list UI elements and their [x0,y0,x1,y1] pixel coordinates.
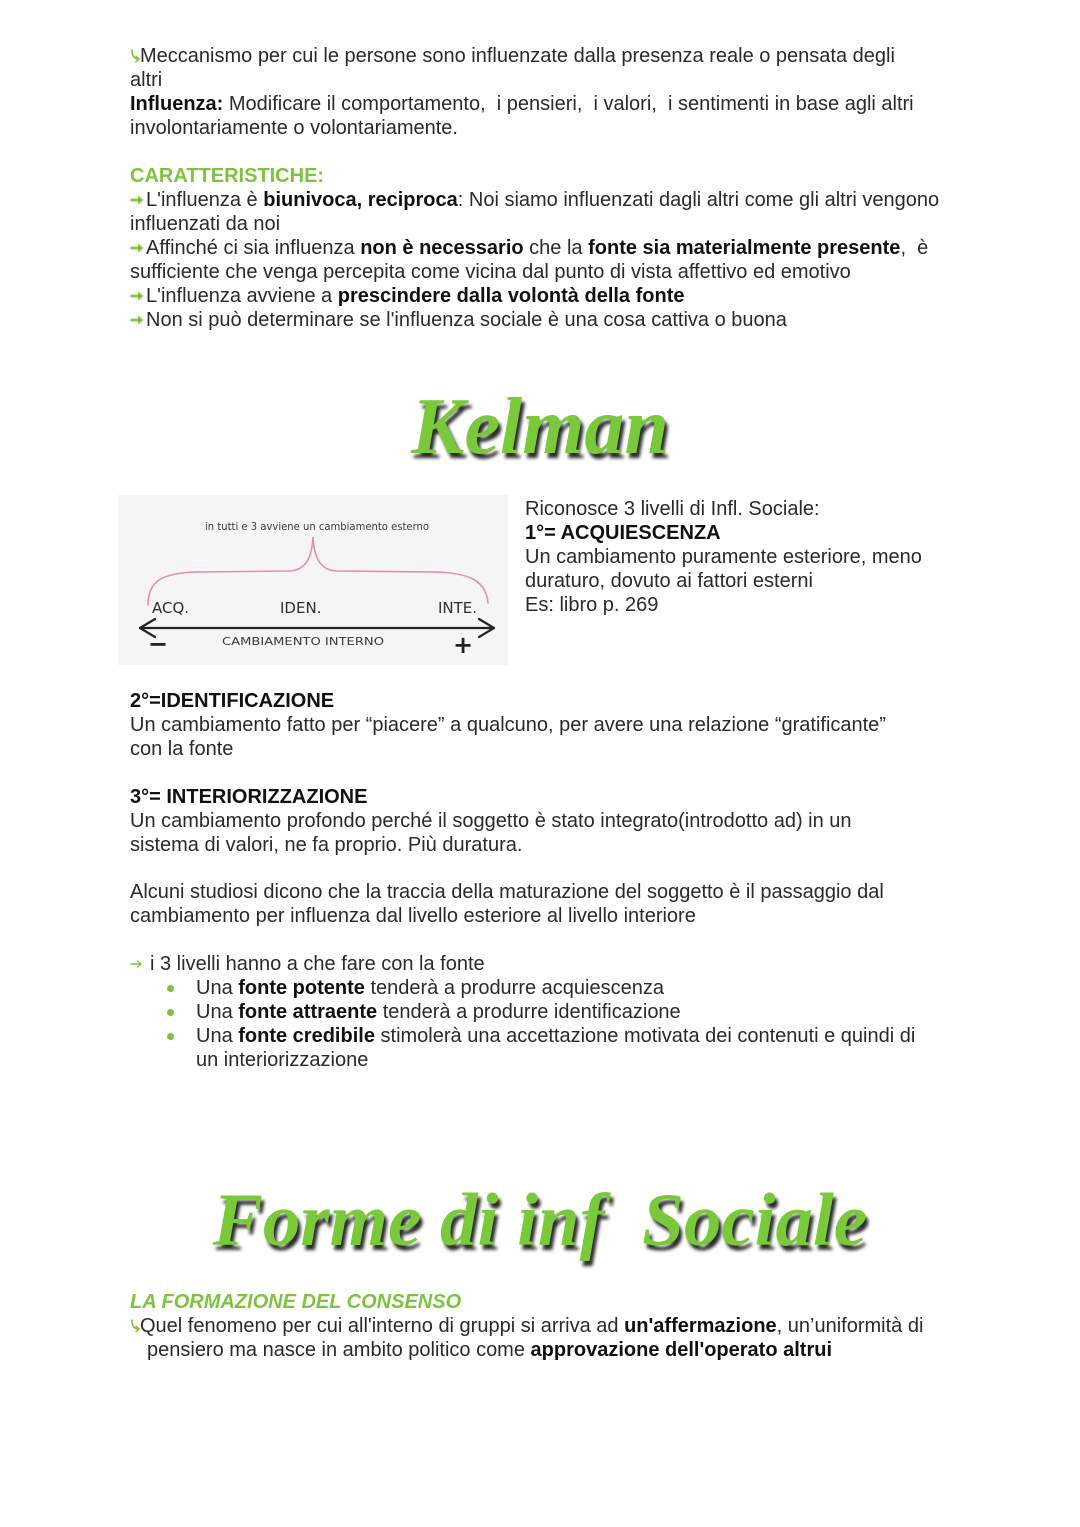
bullet-dot-icon [167,985,174,992]
caratteristica-item-cont [130,212,939,236]
hook-arrow-icon [130,1319,140,1333]
list-item-cont [130,1048,915,1072]
influenza-text: Modificare il comportamento, i pensieri, i valori, i sentimenti in base agli altri [223,93,914,115]
consenso-line [130,1338,923,1362]
consenso-line [130,1314,923,1338]
influenza-text: involontariamente o volontariamente. [130,117,458,139]
consenso-text: Quel fenomeno per cui all'interno di gruppi si arriva ad [140,1315,625,1337]
item-text: Affinché ci sia influenza [146,237,361,259]
bullet-text: tenderà a produrre identificazione [377,1001,681,1023]
maturazione-paragraph [130,880,884,928]
consenso-title: LA FORMAZIONE DEL CONSENSO [130,1291,462,1313]
level-title-line [130,785,852,809]
item-highlight: biunivoca, reciproca [263,189,458,211]
bullet-highlight: fonte potente [238,977,365,999]
definition-line [130,68,914,92]
item-highlight: prescindere dalla volontà della fonte [337,285,685,307]
forme-title: Forme di inf Sociale [212,1179,868,1262]
section-heading [130,1290,923,1314]
consenso-section [130,1290,923,1362]
axis-label: CAMBIAMENTO INTERNO [222,635,385,648]
level-text-line [130,809,852,833]
level-title: 2°=IDENTIFICAZIONE [130,690,335,712]
level-text: Un cambiamento fatto per “piacere” a qualcuno, per avere una relazione “gratificante” [130,714,886,736]
caratteristica-item [130,188,939,212]
level-text-line [525,545,922,569]
item-text: sufficiente che venga percepita come vicina dal punto di vista affettivo ed emotivo [130,261,851,283]
level-text-line [130,713,886,737]
level-1-section [525,497,922,617]
level-text-line [525,593,922,617]
caratteristica-item [130,284,939,308]
hook-arrow-icon [130,49,140,63]
level-3-section [130,785,852,857]
arrow-right-icon [130,290,144,302]
level-text: Un cambiamento puramente esteriore, meno [525,546,922,568]
fonte-lead-line [130,952,915,976]
bullet-highlight: fonte credibile [238,1025,375,1047]
definition-section [130,44,914,140]
levels-intro-line [525,497,922,521]
label-interiorizzazione: INTE. [438,599,478,617]
level-text: con la fonte [130,738,234,760]
bullet-text: stimolerà una accettazione motivata dei contenuti e quindi di [374,1025,916,1047]
item-text: influenzati da noi [130,213,281,235]
item-text: Non si può determinare se l'influenza sociale è una cosa cattiva o buona [146,309,787,331]
influenza-line [130,116,914,140]
bullet-dot-icon [167,1033,174,1040]
level-2-section [130,689,886,761]
level-title: 3°= INTERIORIZZAZIONE [130,786,368,808]
consenso-text: , un’uniformità di [776,1315,924,1337]
label-identificazione: IDEN. [280,599,322,617]
bullet-text: Una [196,977,239,999]
paragraph-text: Alcuni studiosi dicono che la traccia della maturazione del soggetto è il passaggio dal [130,881,884,903]
bullet-text: Una [196,1001,239,1023]
arrow-right-icon [130,314,144,326]
level-text: Un cambiamento profondo perché il soggetto è stato integrato(introdotto ad) in un [130,810,852,832]
diagram-canvas [118,495,508,665]
caratteristica-item [130,236,939,260]
caratteristica-item [130,308,939,332]
section-heading [130,164,939,188]
kelman-levels-diagram [118,495,508,665]
definition-line [130,44,914,68]
item-text: che la [523,237,589,259]
arrow-right-icon [130,194,144,206]
bullet-highlight: fonte attraente [238,1001,378,1023]
level-title: 1°= ACQUIESCENZA [525,522,721,544]
bullet-text: tenderà a produrre acquiescenza [364,977,664,999]
caratteristiche-title: CARATTERISTICHE: [130,165,325,187]
kelman-title: Kelman [411,383,669,471]
paragraph-line [130,904,884,928]
consenso-highlight: un'affermazione [624,1315,777,1337]
minus-sign: − [147,630,169,658]
diagram-brace [148,537,488,605]
item-text: L'influenza è [146,189,264,211]
influenza-line [130,92,914,116]
levels-intro: Riconosce 3 livelli di Infl. Sociale: [525,498,820,520]
bullet-text: un interiorizzazione [196,1049,369,1071]
diagram-note: in tutti e 3 avviene un cambiamento esterno [205,521,429,533]
level-example: Es: libro p. 269 [525,594,659,616]
fonte-lead: i 3 livelli hanno a che fare con la fonte [150,953,485,975]
definition-text: altri [130,69,163,91]
paragraph-line [130,880,884,904]
item-highlight: fonte sia materialmente presente [588,237,901,259]
level-text-line [130,833,852,857]
level-text: sistema di valori, ne fa proprio. Più duratura. [130,834,523,856]
arrow-right-icon [130,959,142,969]
label-acquiescenza: ACQ. [152,599,190,617]
item-text: , è [900,237,929,259]
level-text-line [130,737,886,761]
paragraph-text: cambiamento per influenza dal livello esteriore al livello interiore [130,905,696,927]
caratteristica-item-cont [130,260,939,284]
arrow-right-icon [130,242,144,254]
consenso-highlight: approvazione dell'operato altrui [530,1339,833,1361]
item-highlight: non è necessario [360,237,524,259]
item-text: L'influenza avviene a [146,285,338,307]
list-item [130,1000,915,1024]
fonte-section [130,952,915,1072]
list-item [130,976,915,1000]
list-item [130,1024,915,1048]
consenso-text: pensiero ma nasce in ambito politico come [147,1339,531,1361]
influenza-label: Influenza: [130,93,224,115]
level-text: duraturo, dovuto ai fattori esterni [525,570,813,592]
level-title-line [525,521,922,545]
plus-sign: + [452,631,474,659]
level-title-line [130,689,886,713]
bullet-text: Una [196,1025,239,1047]
definition-text: Meccanismo per cui le persone sono influenzate dalla presenza reale o pensata degli [140,45,895,67]
bullet-dot-icon [167,1009,174,1016]
level-text-line [525,569,922,593]
item-text: : Noi siamo influenzati dagli altri come gli altri vengono [457,189,940,211]
caratteristiche-section [130,164,939,332]
